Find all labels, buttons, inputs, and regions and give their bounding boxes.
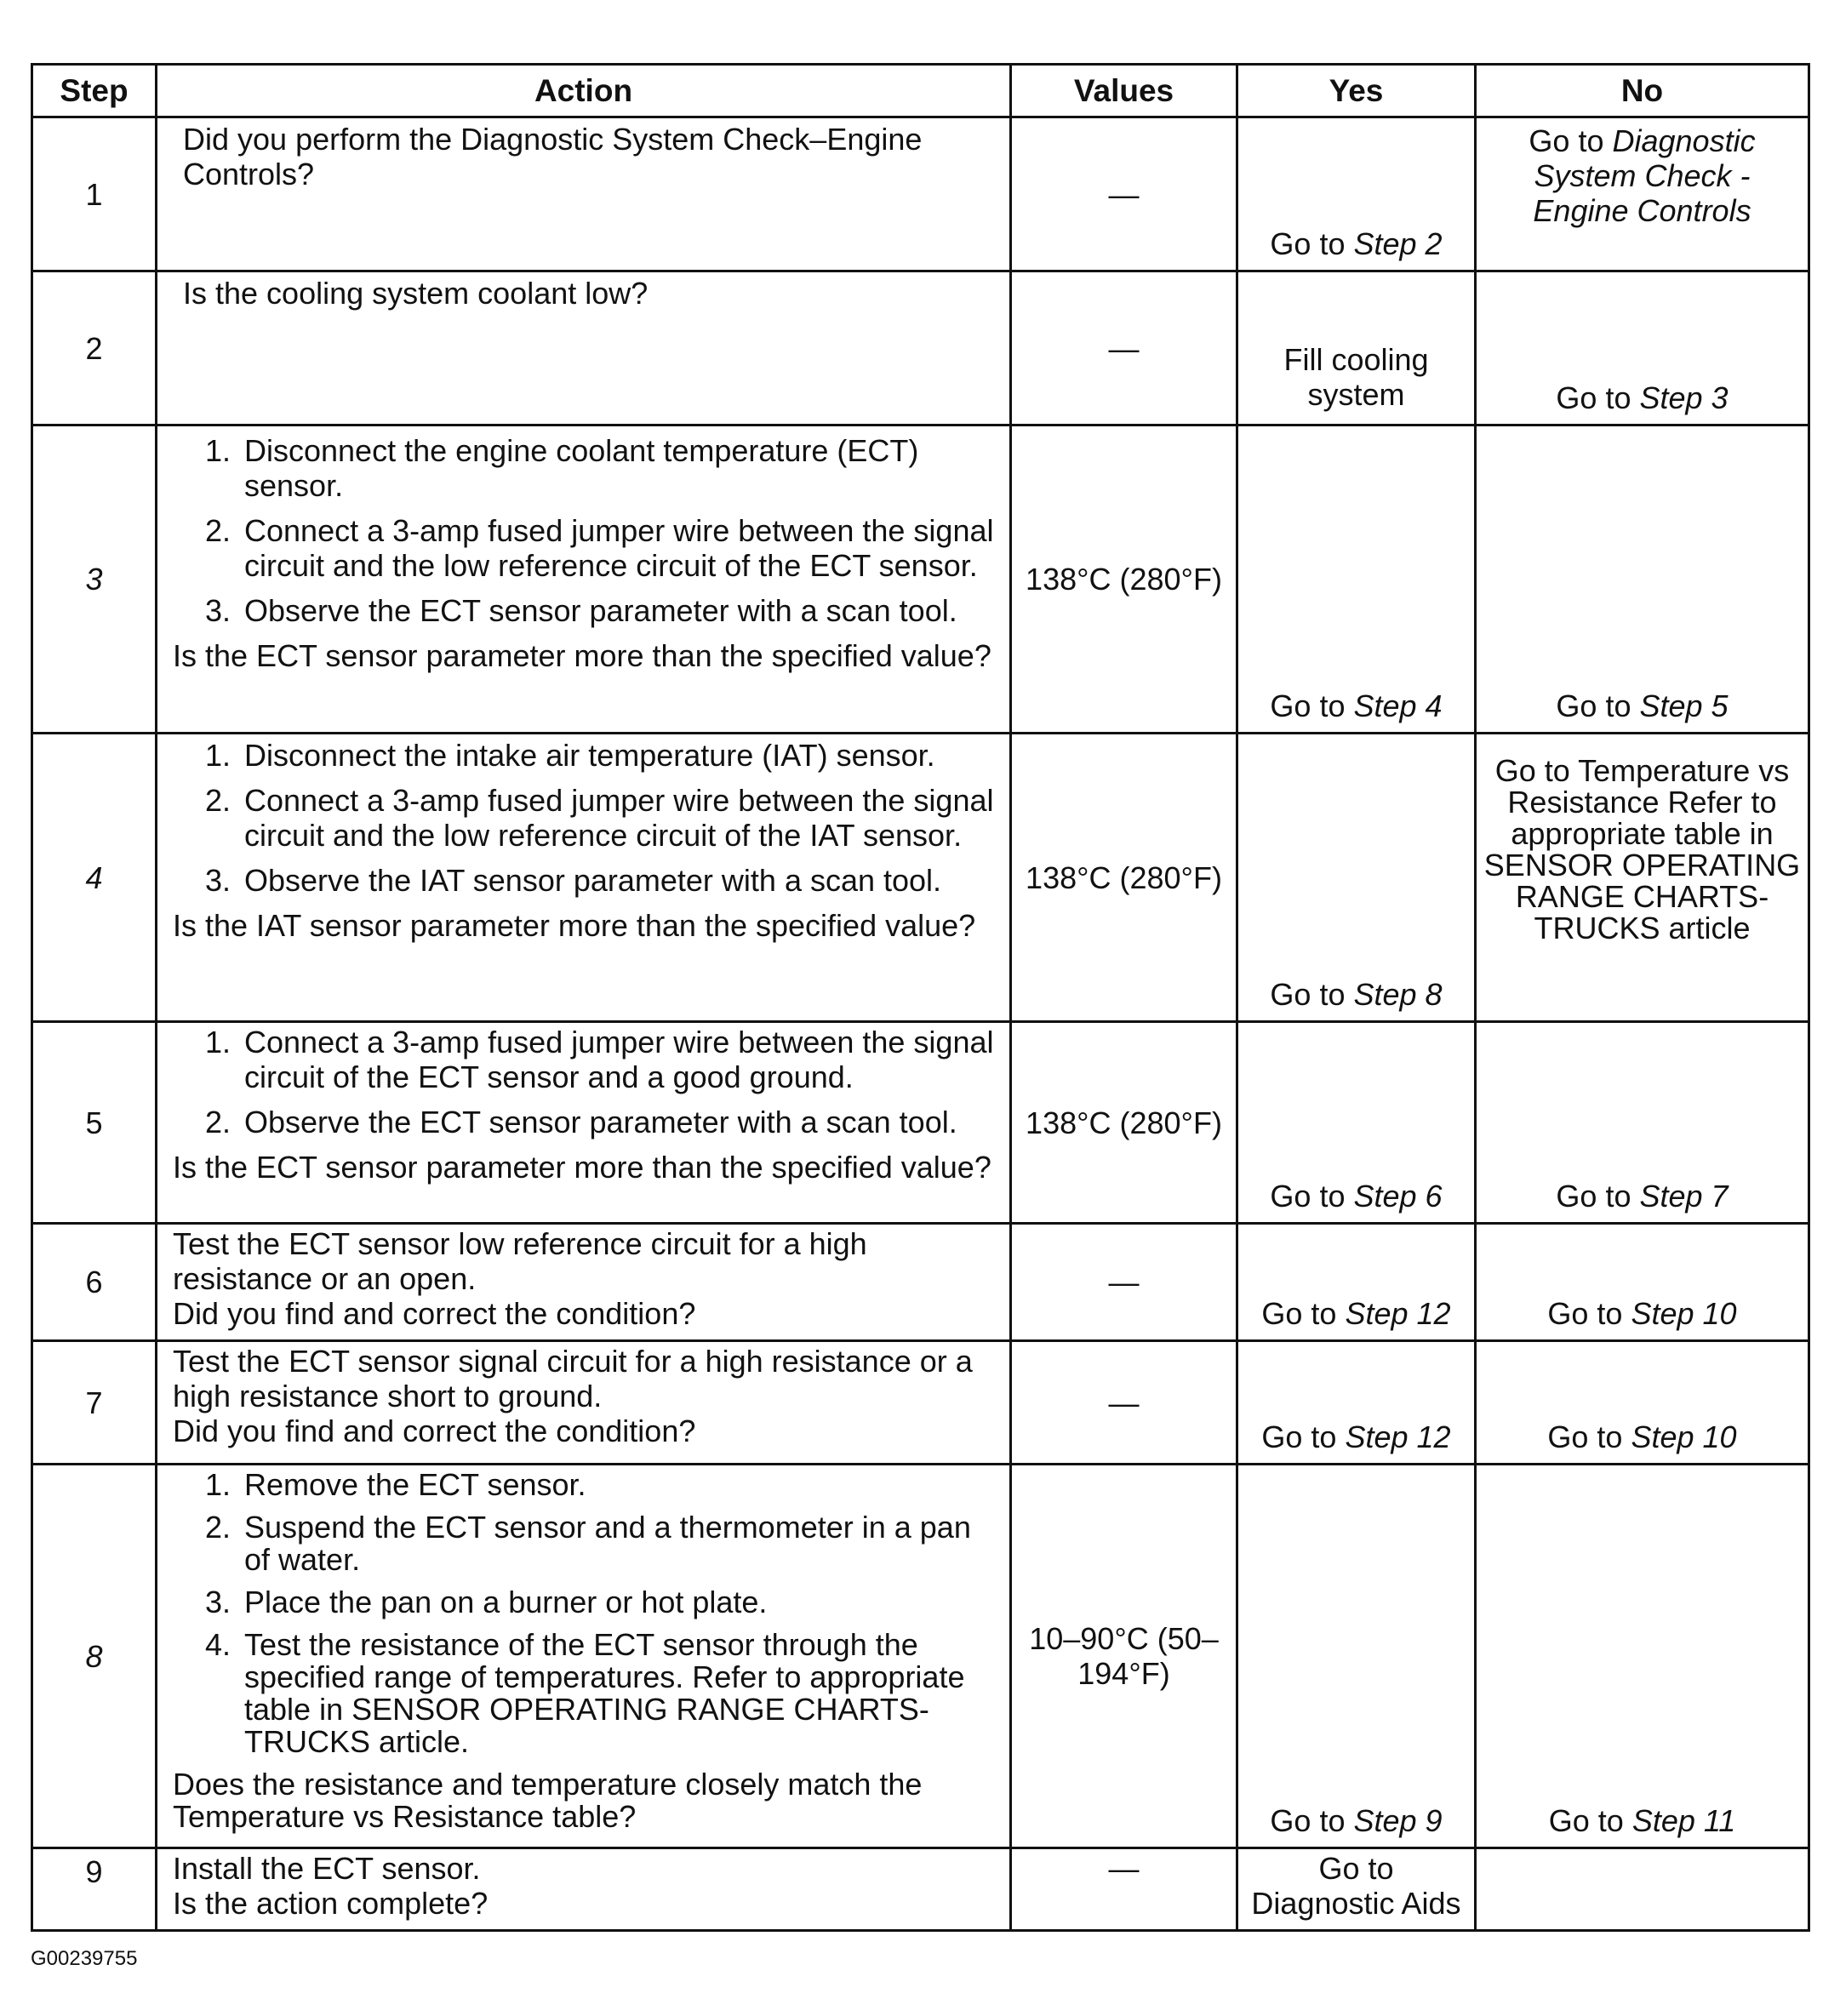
action-steps — [173, 1469, 997, 1758]
table-row — [32, 425, 1809, 734]
no-link[interactable]: Step 10 — [1631, 1296, 1737, 1331]
yes-cell — [1237, 117, 1476, 271]
yes-cell — [1237, 425, 1476, 734]
values-cell: — — [1011, 1224, 1237, 1341]
values-cell: 138°C (280°F) — [1011, 1022, 1237, 1224]
action-steps — [173, 738, 997, 898]
header-row — [32, 65, 1809, 117]
yes-link[interactable]: Step 8 — [1353, 977, 1443, 1012]
no-text: Go to — [1529, 123, 1613, 158]
step-number: 9 — [32, 1848, 157, 1931]
values-cell: — — [1011, 1848, 1237, 1931]
diagnostic-table-container — [31, 63, 1808, 1932]
no-cell — [1476, 117, 1809, 271]
no-text: Go to — [1548, 1803, 1632, 1838]
yes-link[interactable]: Step 6 — [1353, 1179, 1443, 1214]
no-cell — [1476, 1022, 1809, 1224]
action-cell — [157, 734, 1011, 1022]
action-cell — [157, 1022, 1011, 1224]
figure-id: G00239755 — [31, 1947, 138, 1970]
yes-text: Go to — [1270, 226, 1354, 261]
yes-text: Go to — [1270, 688, 1354, 723]
action-cell — [157, 425, 1011, 734]
no-link[interactable]: Step 10 — [1631, 1419, 1737, 1454]
action-question: Is the ECT sensor parameter more than the specified value? — [173, 638, 991, 673]
action-cell — [157, 1224, 1011, 1341]
list-item: 3. Observe the ECT sensor parameter with a scan tool. — [205, 593, 957, 628]
values-cell: 138°C (280°F) — [1011, 425, 1237, 734]
no-link[interactable]: Step 3 — [1639, 380, 1729, 415]
values-cell: 10–90°C (50–194°F) — [1011, 1465, 1237, 1848]
no-cell — [1476, 1848, 1809, 1931]
no-text[interactable]: Go to Temperature vs Resistance Refer to appropriate table in SENSOR OPERATING RANGE CHARTS-TRUCKS article — [1483, 753, 1801, 945]
step-number: 3 — [32, 425, 157, 734]
no-cell — [1476, 425, 1809, 734]
no-text: Go to — [1547, 1296, 1631, 1331]
action-question: Is the ECT sensor parameter more than the specified value? — [173, 1150, 991, 1185]
action-text: Did you perform the Diagnostic System Check–Engine Controls? — [183, 122, 923, 191]
no-link[interactable]: Step 7 — [1639, 1179, 1729, 1214]
diagnostic-table — [31, 63, 1810, 1932]
no-text: Go to — [1556, 1179, 1640, 1214]
no-cell — [1476, 1465, 1809, 1848]
list-item: 2. Observe the ECT sensor parameter with a scan tool. — [205, 1105, 957, 1139]
action-question: Does the resistance and temperature closely match the Temperature vs Resistance table? — [173, 1767, 923, 1834]
no-cell — [1476, 1341, 1809, 1465]
yes-text: Go to — [1261, 1296, 1346, 1331]
yes-cell — [1237, 1224, 1476, 1341]
list-item: 3. Place the pan on a burner or hot plate. — [205, 1585, 768, 1619]
values-cell: — — [1011, 271, 1237, 425]
yes-link[interactable]: Step 12 — [1345, 1296, 1451, 1331]
action-text: Test the ECT sensor low reference circuit for a high resistance or an open. — [173, 1226, 867, 1296]
values-cell: 138°C (280°F) — [1011, 734, 1237, 1022]
table-row — [32, 1224, 1809, 1341]
action-cell — [157, 1465, 1011, 1848]
action-cell — [157, 1848, 1011, 1931]
header-values: Values — [1011, 65, 1237, 117]
action-text: Is the cooling system coolant low? — [183, 276, 649, 311]
list-item: 3. Observe the IAT sensor parameter with a scan tool. — [205, 863, 942, 898]
no-text: Go to — [1556, 380, 1640, 415]
action-cell — [157, 1341, 1011, 1465]
header-yes: Yes — [1237, 65, 1476, 117]
yes-cell — [1237, 1341, 1476, 1465]
yes-text: Go to — [1270, 1803, 1354, 1838]
yes-text: Fill cooling system — [1283, 342, 1429, 412]
list-item: 1. Connect a 3-amp fused jumper wire between the signal circuit of the ECT sensor and a good ground. — [205, 1025, 994, 1094]
yes-cell — [1237, 271, 1476, 425]
step-number: 2 — [32, 271, 157, 425]
header-step: Step — [32, 65, 157, 117]
yes-cell — [1237, 734, 1476, 1022]
step-number: 7 — [32, 1341, 157, 1465]
table-row — [32, 734, 1809, 1022]
yes-text[interactable]: Go to Diagnostic Aids — [1251, 1851, 1461, 1921]
table-row — [32, 271, 1809, 425]
list-item: 2. Connect a 3-amp fused jumper wire between the signal circuit and the low reference circuit of the IAT sensor. — [205, 783, 994, 853]
step-number: 1 — [32, 117, 157, 271]
step-number: 6 — [32, 1224, 157, 1341]
action-text: Test the ECT sensor signal circuit for a high resistance or a high resistance short to ground. — [173, 1344, 973, 1413]
yes-cell — [1237, 1848, 1476, 1931]
table-row — [32, 1848, 1809, 1931]
no-text: Go to — [1556, 688, 1640, 723]
action-steps — [173, 1025, 997, 1139]
no-link[interactable]: Diagnostic System Check - Engine Controls — [1533, 123, 1756, 228]
values-cell: — — [1011, 1341, 1237, 1465]
yes-cell — [1237, 1022, 1476, 1224]
list-item: 1. Remove the ECT sensor. — [205, 1467, 586, 1502]
header-action: Action — [157, 65, 1011, 117]
no-cell — [1476, 734, 1809, 1022]
yes-link[interactable]: Step 4 — [1353, 688, 1443, 723]
step-number: 4 — [32, 734, 157, 1022]
list-item: 1. Disconnect the engine coolant temperature (ECT) sensor. — [205, 433, 919, 503]
no-cell — [1476, 271, 1809, 425]
no-text: Go to — [1547, 1419, 1631, 1454]
table-row — [32, 1341, 1809, 1465]
list-item: 2. Suspend the ECT sensor and a thermometer in a pan of water. — [205, 1510, 971, 1577]
header-no: No — [1476, 65, 1809, 117]
table-row — [32, 1022, 1809, 1224]
list-item: 4. Test the resistance of the ECT sensor through the specified range of temperatures. Refer to appropriate table in SENSOR OPERATING RANGE CHARTS-TRUCKS article. — [205, 1627, 965, 1759]
action-steps — [173, 433, 997, 628]
list-item: 2. Connect a 3-amp fused jumper wire between the signal circuit and the low reference circuit of the ECT sensor. — [205, 513, 994, 583]
action-question: Is the IAT sensor parameter more than the specified value? — [173, 908, 976, 943]
yes-link[interactable]: Step 12 — [1345, 1419, 1451, 1454]
yes-text: Go to — [1270, 977, 1354, 1012]
action-cell — [157, 117, 1011, 271]
yes-text: Go to — [1261, 1419, 1346, 1454]
step-number: 8 — [32, 1465, 157, 1848]
action-question: Is the action complete? — [173, 1886, 489, 1921]
no-link[interactable]: Step 11 — [1631, 1803, 1736, 1838]
yes-cell — [1237, 1465, 1476, 1848]
list-item: 1. Disconnect the intake air temperature (IAT) sensor. — [205, 738, 935, 773]
no-link[interactable]: Step 5 — [1639, 688, 1729, 723]
yes-link[interactable]: Step 2 — [1353, 226, 1443, 261]
yes-text: Go to — [1270, 1179, 1354, 1214]
no-cell — [1476, 1224, 1809, 1341]
table-row — [32, 1465, 1809, 1848]
action-question: Did you find and correct the condition? — [173, 1296, 696, 1331]
action-cell — [157, 271, 1011, 425]
action-text: Install the ECT sensor. — [173, 1851, 481, 1886]
action-question: Did you find and correct the condition? — [173, 1413, 696, 1448]
yes-link[interactable]: Step 9 — [1353, 1803, 1443, 1838]
table-row — [32, 117, 1809, 271]
step-number: 5 — [32, 1022, 157, 1224]
values-cell: — — [1011, 117, 1237, 271]
